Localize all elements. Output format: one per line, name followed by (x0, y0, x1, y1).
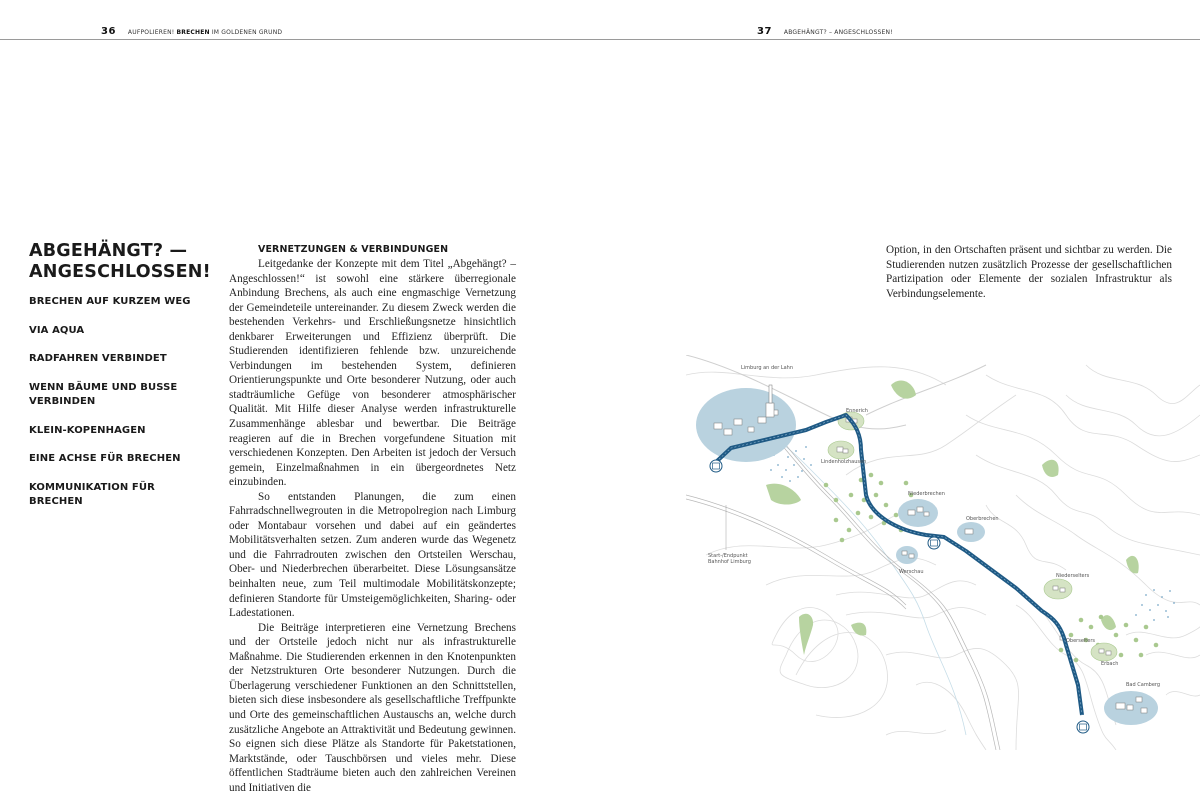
bike-station-icon (928, 537, 940, 549)
project-list (29, 295, 209, 510)
settlement-niederbrechen (898, 499, 938, 527)
label-niederselters: Niederselters (1056, 573, 1090, 579)
page-number-left: 36 (101, 26, 116, 37)
settlement-limburg (696, 388, 796, 462)
label-lindenholzhausen: Lindenholzhausen (821, 459, 867, 465)
label-oberbrechen: Oberbrechen (966, 516, 999, 522)
header-rule-left (0, 39, 600, 40)
project-item: VIA AQUA (29, 324, 85, 336)
chapter-title: ABGEHÄNGT? — ANGESCHLOSSEN! (29, 241, 211, 282)
project-item: RADFAHREN VERBINDET (29, 353, 167, 364)
right-page (600, 0, 1200, 800)
running-title-pre: AUFPOLIEREN! (127, 29, 177, 36)
label-limburg: Limburg an der Lahn (741, 365, 794, 371)
running-title-left (128, 29, 282, 36)
article-continuation (886, 243, 1172, 301)
bike-station-icon (710, 460, 722, 472)
label-start-2: Bahnhof Limburg (708, 559, 751, 565)
cycle-route-centerline (716, 415, 1082, 715)
project-item: KLEIN-KOPENHAGEN (29, 424, 146, 436)
article-paragraph: Die Beiträge interpretieren eine Vernetzung Brechens und der Ortsteile jedoch nicht nur als infrastrukturelle Maßnahme. Die Studierenden erkennen in den Knotenpunkten der Netzstrukturen Orte besonderer Nutzungen. Durch die Überlagerung verschiedener Funktionen an den Schnittstellen, bieten sich diese insbesondere als gesellschaftliche Treffpunkte und Orte des gemeinschaftlichen Austauschs an, welche durch zusätzliche Angebote an Attraktivität und Bedeutung gewinnen. So eignen sich diese Plätze als Standorte für Paketstationen, Marktstände, oder Tauschbörsen und vieles mehr. Diese öffentlichen Stadträume bieten auch den zahlreichen Vereinen und Initiativen die (229, 621, 516, 794)
page-number-right: 37 (757, 26, 772, 37)
label-werschau: Werschau (899, 569, 924, 575)
cycle-route (716, 415, 1082, 715)
project-item: KOMMUNIKATION FÜR BRECHEN (29, 481, 155, 507)
label-erbach: Erbach (1101, 661, 1119, 667)
project-item: EINE ACHSE FÜR BRECHEN (29, 453, 181, 464)
article-paragraph: So entstanden Planungen, die zum einen Fahrradschnellwegrouten in die Metropolregion nach Limburg oder Montabaur vorsehen und dabei auf ein geändertes Mobilitätsverhalten setzen. Zum anderen wurde das Wegenetz und die Fahrradrouten zwischen den Ortsteilen Werschau, Ober- und Niederbrechen überarbeitet. Diese Lösungsansätze beinhalten neue, zum Teil multimodale Mobilitätskonzepte; definieren Standorte für Umsteigemöglichkeiten, Sharing- oder Ladestationen. (229, 490, 516, 620)
running-head-right (757, 26, 893, 40)
header-rule-right (600, 39, 1200, 40)
label-start: Start-/Endpunkt (708, 553, 748, 559)
label-ennerich: Ennerich (846, 408, 868, 414)
route-map-illustration (686, 355, 1200, 750)
label-oberselters: Oberselters (1066, 638, 1096, 644)
project-item: WENN BÄUME UND BUSSE VERBINDEN (29, 381, 178, 407)
running-title-post: IM GOLDENEN GRUND (209, 29, 283, 36)
article-paragraph: Leitgedanke der Konzepte mit dem Titel „Abgehängt? – Angeschlossen!“ ist sowohl eine stärkere überregionale Anbindung Brechens, als auch eine engmaschige Vernetzung der Gemeindeteile untereinander. Zu diesem Zweck werden die bestehenden Verkehrs- und Erschließungsnetze hinsichtlich denkbarer Erweiterungen und Effizienz überprüft. Die Studierenden identifizieren fehlende bzw. unzureichende Verbindungen im bestehenden System, definieren Orientierungspunkte und Orte besonderer Nutzung, oder auch stadträumliche Gefüge von besonderer atmosphärischer Qualität. Mit Hilfe dieser Analyse werden infrastrukturelle Zusammenhänge ablesbar und bewertbar. Die Beiträge reagieren auf die in Brechen vorgefundene Situation mit verschiedenen Konzepten. Den Arbeiten ist jedoch der Versuch gemein, Einzelmaßnahmen in ein übergeordnetes Netz einzubinden. (229, 258, 516, 489)
article-column (229, 243, 516, 795)
label-niederbrechen: Niederbrechen (908, 491, 945, 497)
article-heading: VERNETZUNGEN & VERBINDUNGEN (258, 244, 449, 255)
chapter-toc (29, 241, 209, 524)
map-svg (686, 355, 1200, 750)
bike-station-icon (1077, 721, 1089, 733)
label-bad-camberg: Bad Camberg (1126, 682, 1161, 688)
running-title-bold: BRECHEN (176, 29, 210, 36)
running-title-right: ABGEHÄNGT? – ANGESCHLOSSEN! (783, 29, 893, 36)
article-paragraph: Option, in den Ortschaften präsent und sichtbar zu werden. Die Studierenden nutzen zusätzlich Prozesse der gesellschaftlichen Partizipation oder Elemente der sozialen Infrastruktur als Verbindungselemente. (886, 244, 1172, 300)
running-head-left (101, 26, 282, 40)
project-item: BRECHEN AUF KURZEM WEG (29, 296, 191, 307)
